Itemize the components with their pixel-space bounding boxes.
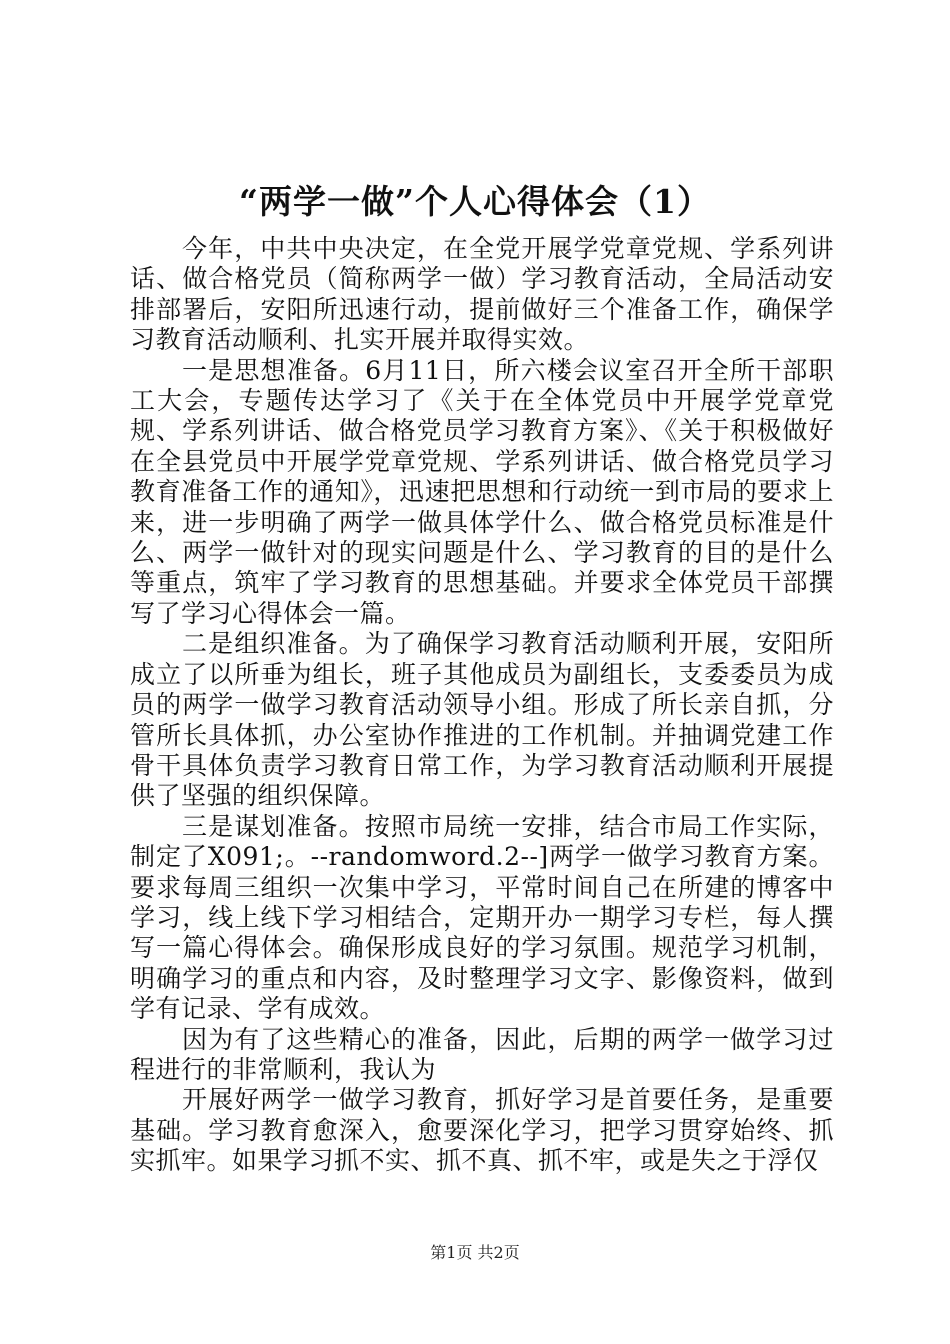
paragraph-organization-preparation: 二是组织准备。为了确保学习教育活动顺利开展，安阳所成立了以所垂为组长，班子其他成员为副组长，支委委员为成员的两学一做学习教育活动领导小组。形成了所长亲自抓，分管所长具体抓，办公室协作推进的工作机制。并抽调党建工作骨干具体负责学习教育日常工作，为学习教育活动顺利开展提供了坚强的组织保障。 [130, 629, 834, 811]
paragraph-thought-preparation: 一是思想准备。6月11日，所六楼会议室召开全所干部职工大会，专题传达学习了《关于在全体党员中开展学党章党规、学系列讲话、做合格党员学习教育方案》、《关于积极做好在全县党员中开展学党章党规、学系列讲话、做合格党员学习教育准备工作的通知》，迅速把思想和行动统一到市局的要求上来，进一步明确了两学一做具体学什么、做合格党员标准是什么、两学一做针对的现实问题是什么、学习教育的目的是什么等重点，筑牢了学习教育的思想基础。并要求全体党员干部撰写了学习心得体会一篇。 [130, 355, 834, 628]
page-footer: 第1页 共2页 [430, 1243, 520, 1262]
paragraph-planning-preparation: 三是谋划准备。按照市局统一安排，结合市局工作实际，制定了X091;。--randomword.2--]两学一做学习教育方案。要求每周三组织一次集中学习，平常时间自己在所建的博客中学习，线上线下学习相结合，定期开办一期学习专栏，每人撰写一篇心得体会。确保形成良好的学习氛围。规范学习机制，明确学习的重点和内容，及时整理学习文字、影像资料，做到学有记录、学有成效。 [130, 811, 834, 1024]
paragraph-transition: 因为有了这些精心的准备，因此，后期的两学一做学习过程进行的非常顺利，我认为 [130, 1024, 834, 1084]
paragraph-intro: 今年，中共中央决定，在全党开展学党章党规、学系列讲话、做合格党员（简称两学一做）学习教育活动，全局活动安排部署后，安阳所迅速行动，提前做好三个准备工作，确保学习教育活动顺利、扎实开展并取得实效。 [130, 234, 834, 355]
document-title: “两学一做”个人心得体会（1） [239, 182, 711, 221]
document-body [130, 234, 834, 1177]
paragraph-study-importance: 开展好两学一做学习教育，抓好学习是首要任务，是重要基础。学习教育愈深入，愈要深化学习，把学习贯穿始终、抓实抓牢。如果学习抓不实、抓不真、抓不牢，或是失之于浮仅 [130, 1085, 834, 1176]
